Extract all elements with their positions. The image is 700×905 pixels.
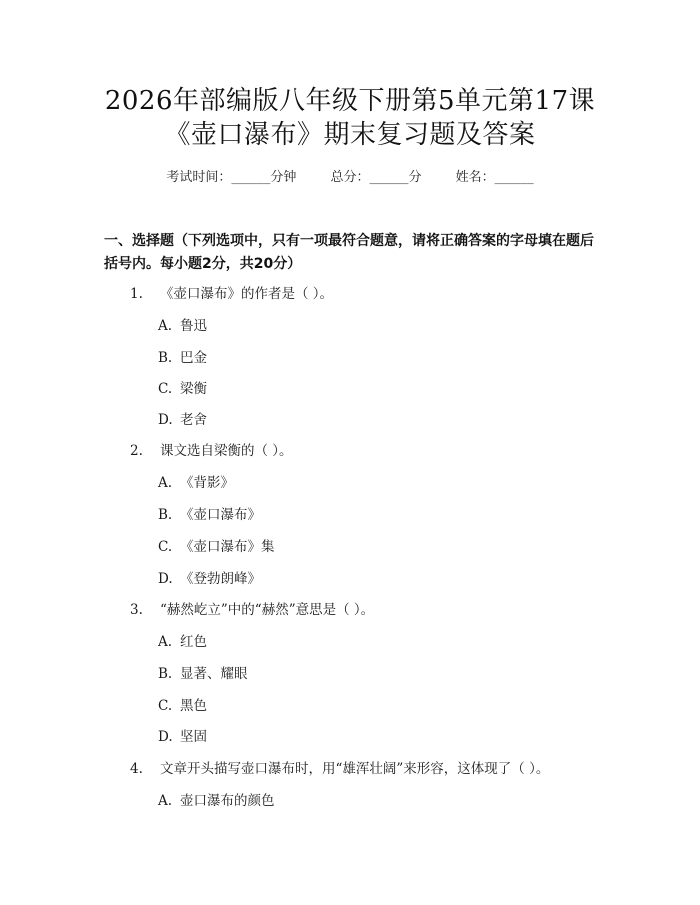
option-letter: A. bbox=[158, 318, 173, 334]
question-text: 《壶口瀑布》的作者是（ ）。 bbox=[160, 286, 334, 302]
option-text: 老舍 bbox=[180, 412, 207, 428]
total-score-field: 总分：______分 bbox=[330, 170, 422, 185]
option-letter: A. bbox=[158, 793, 173, 809]
option-text: 《登勃朗峰》 bbox=[180, 571, 261, 587]
option-letter: A. bbox=[158, 634, 173, 650]
question-4 bbox=[130, 759, 549, 779]
question-number: 1. bbox=[130, 286, 143, 302]
option-letter: B. bbox=[158, 350, 173, 366]
option-letter: C. bbox=[158, 381, 173, 397]
option-letter: C. bbox=[158, 698, 173, 714]
question-4-option-a bbox=[158, 791, 275, 811]
option-letter: A. bbox=[158, 475, 173, 491]
question-2-option-d bbox=[158, 569, 261, 589]
exam-time-field: 考试时间：______分钟 bbox=[166, 170, 297, 185]
option-text: 梁衡 bbox=[180, 381, 207, 397]
option-text: 巴金 bbox=[180, 350, 207, 366]
question-1 bbox=[130, 284, 333, 304]
name-field: 姓名：______ bbox=[455, 170, 534, 185]
option-text: 黑色 bbox=[180, 698, 207, 714]
question-1-option-a bbox=[158, 316, 207, 336]
question-1-option-d bbox=[158, 410, 207, 430]
section-heading: 一、选择题（下列选项中，只有一项最符合题意，请将正确答案的字母填在题后括号内。每小题2分，共20分） bbox=[104, 233, 594, 272]
question-text: “赫然屹立”中的“赫然”意思是（ ）。 bbox=[160, 602, 375, 618]
question-3-option-d bbox=[158, 727, 207, 747]
question-text: 文章开头描写壶口瀑布时，用“雄浑壮阔”来形容，这体现了（ ）。 bbox=[160, 761, 550, 777]
option-text: 显著、耀眼 bbox=[180, 666, 248, 682]
exam-info-line bbox=[0, 168, 700, 188]
option-letter: D. bbox=[158, 571, 173, 587]
question-number: 2. bbox=[130, 443, 143, 459]
question-3-option-a bbox=[158, 632, 207, 652]
question-number: 4. bbox=[130, 761, 143, 777]
option-letter: D. bbox=[158, 412, 173, 428]
option-letter: B. bbox=[158, 507, 173, 523]
question-2 bbox=[130, 441, 293, 461]
question-2-option-b bbox=[158, 505, 261, 525]
question-2-option-a bbox=[158, 473, 234, 493]
option-text: 鲁迅 bbox=[180, 318, 207, 334]
option-text: 坚固 bbox=[180, 729, 207, 745]
question-text: 课文选自梁衡的（ ）。 bbox=[160, 443, 293, 459]
document-title-line-1: 2026年部编版八年级下册第5单元第17课 bbox=[104, 86, 596, 116]
option-text: 《壶口瀑布》 bbox=[180, 507, 261, 523]
question-1-option-c bbox=[158, 379, 207, 399]
option-text: 红色 bbox=[180, 634, 207, 650]
option-letter: C. bbox=[158, 539, 173, 555]
question-2-option-c bbox=[158, 537, 275, 557]
option-text: 《壶口瀑布》集 bbox=[180, 539, 275, 555]
question-number: 3. bbox=[130, 602, 143, 618]
document-title-line-2: 《壶口瀑布》期末复习题及答案 bbox=[164, 120, 536, 150]
option-letter: B. bbox=[158, 666, 173, 682]
question-3 bbox=[130, 600, 374, 620]
option-letter: D. bbox=[158, 729, 173, 745]
question-3-option-c bbox=[158, 696, 207, 716]
option-text: 壶口瀑布的颜色 bbox=[180, 793, 275, 809]
question-3-option-b bbox=[158, 664, 248, 684]
option-text: 《背影》 bbox=[180, 475, 234, 491]
question-1-option-b bbox=[158, 348, 207, 368]
